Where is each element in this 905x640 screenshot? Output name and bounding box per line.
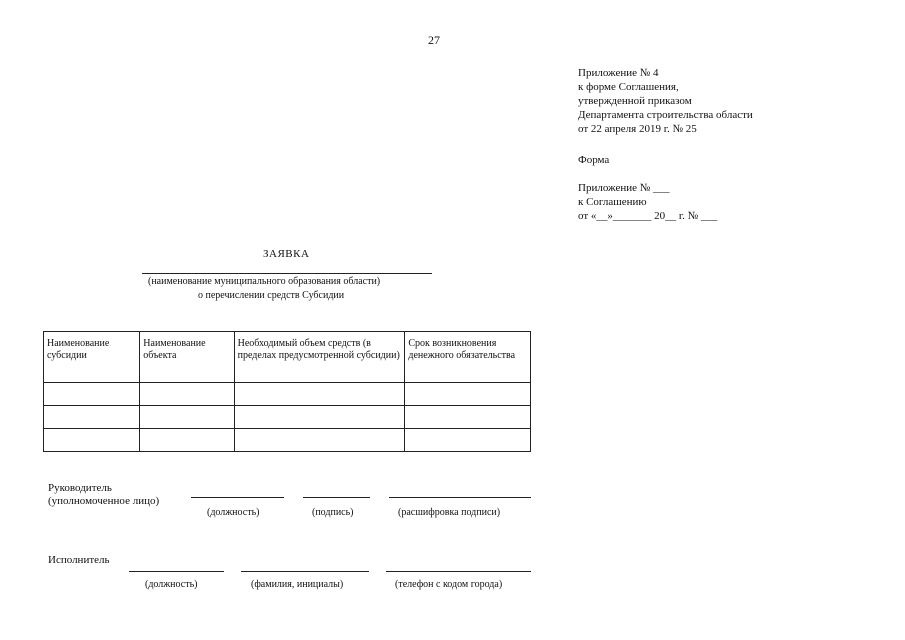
table-cell xyxy=(405,406,531,429)
table-row xyxy=(44,406,531,429)
executor-position-caption: (должность) xyxy=(145,579,198,590)
signature-caption: (подпись) xyxy=(312,507,354,518)
table-row xyxy=(44,429,531,452)
appendix-line: к форме Соглашения, xyxy=(578,81,679,93)
table-cell xyxy=(405,383,531,406)
column-header-subsidy: Наименование субсидии xyxy=(44,332,140,383)
appendix-block xyxy=(578,66,753,136)
head-label: Руководитель xyxy=(48,482,112,494)
municipality-name-line xyxy=(142,273,432,274)
table-cell xyxy=(140,383,234,406)
table-cell xyxy=(234,383,405,406)
table-cell xyxy=(140,429,234,452)
request-subtitle: о перечислении средств Субсидии xyxy=(198,290,345,301)
municipality-name-hint: (наименование муниципального образования области) xyxy=(148,276,381,287)
attachment-line: от «__»_______ 20__ г. № ___ xyxy=(578,210,718,222)
subsidy-table xyxy=(43,331,531,452)
request-title: ЗАЯВКА xyxy=(263,248,310,260)
executor-phone-caption: (телефон с кодом города) xyxy=(395,579,503,590)
position-signature-line xyxy=(191,497,284,498)
appendix-line: Приложение № 4 xyxy=(578,67,659,79)
head-label-note: (уполномоченное лицо) xyxy=(48,495,160,507)
attachment-block xyxy=(578,181,717,223)
executor-name-line xyxy=(241,571,369,572)
executor-phone-line xyxy=(386,571,531,572)
table-cell xyxy=(234,406,405,429)
signature-line xyxy=(303,497,370,498)
column-header-object: Наименование объекта xyxy=(140,332,234,383)
executor-position-line xyxy=(129,571,224,572)
attachment-line: к Соглашению xyxy=(578,196,647,208)
table-cell xyxy=(44,429,140,452)
column-header-deadline: Срок возникновения денежного обязательства xyxy=(405,332,531,383)
table-cell xyxy=(140,406,234,429)
column-header-amount: Необходимый объем средств (в пределах предусмотренной субсидии) xyxy=(234,332,405,383)
executor-label: Исполнитель xyxy=(48,554,110,566)
table-cell xyxy=(234,429,405,452)
table-cell xyxy=(44,383,140,406)
table-cell xyxy=(405,429,531,452)
table-cell xyxy=(44,406,140,429)
table-header-row xyxy=(44,332,531,383)
attachment-line: Приложение № ___ xyxy=(578,182,670,194)
appendix-line: утвержденной приказом xyxy=(578,95,692,107)
position-caption: (должность) xyxy=(207,507,260,518)
executor-name-caption: (фамилия, инициалы) xyxy=(251,579,344,590)
table-row xyxy=(44,383,531,406)
page-number: 27 xyxy=(428,33,440,47)
appendix-line: от 22 апреля 2019 г. № 25 xyxy=(578,123,697,135)
form-label: Форма xyxy=(578,154,610,166)
signature-transcript-caption: (расшифровка подписи) xyxy=(398,507,501,518)
signature-transcript-line xyxy=(389,497,531,498)
appendix-line: Департамента строительства области xyxy=(578,109,753,121)
